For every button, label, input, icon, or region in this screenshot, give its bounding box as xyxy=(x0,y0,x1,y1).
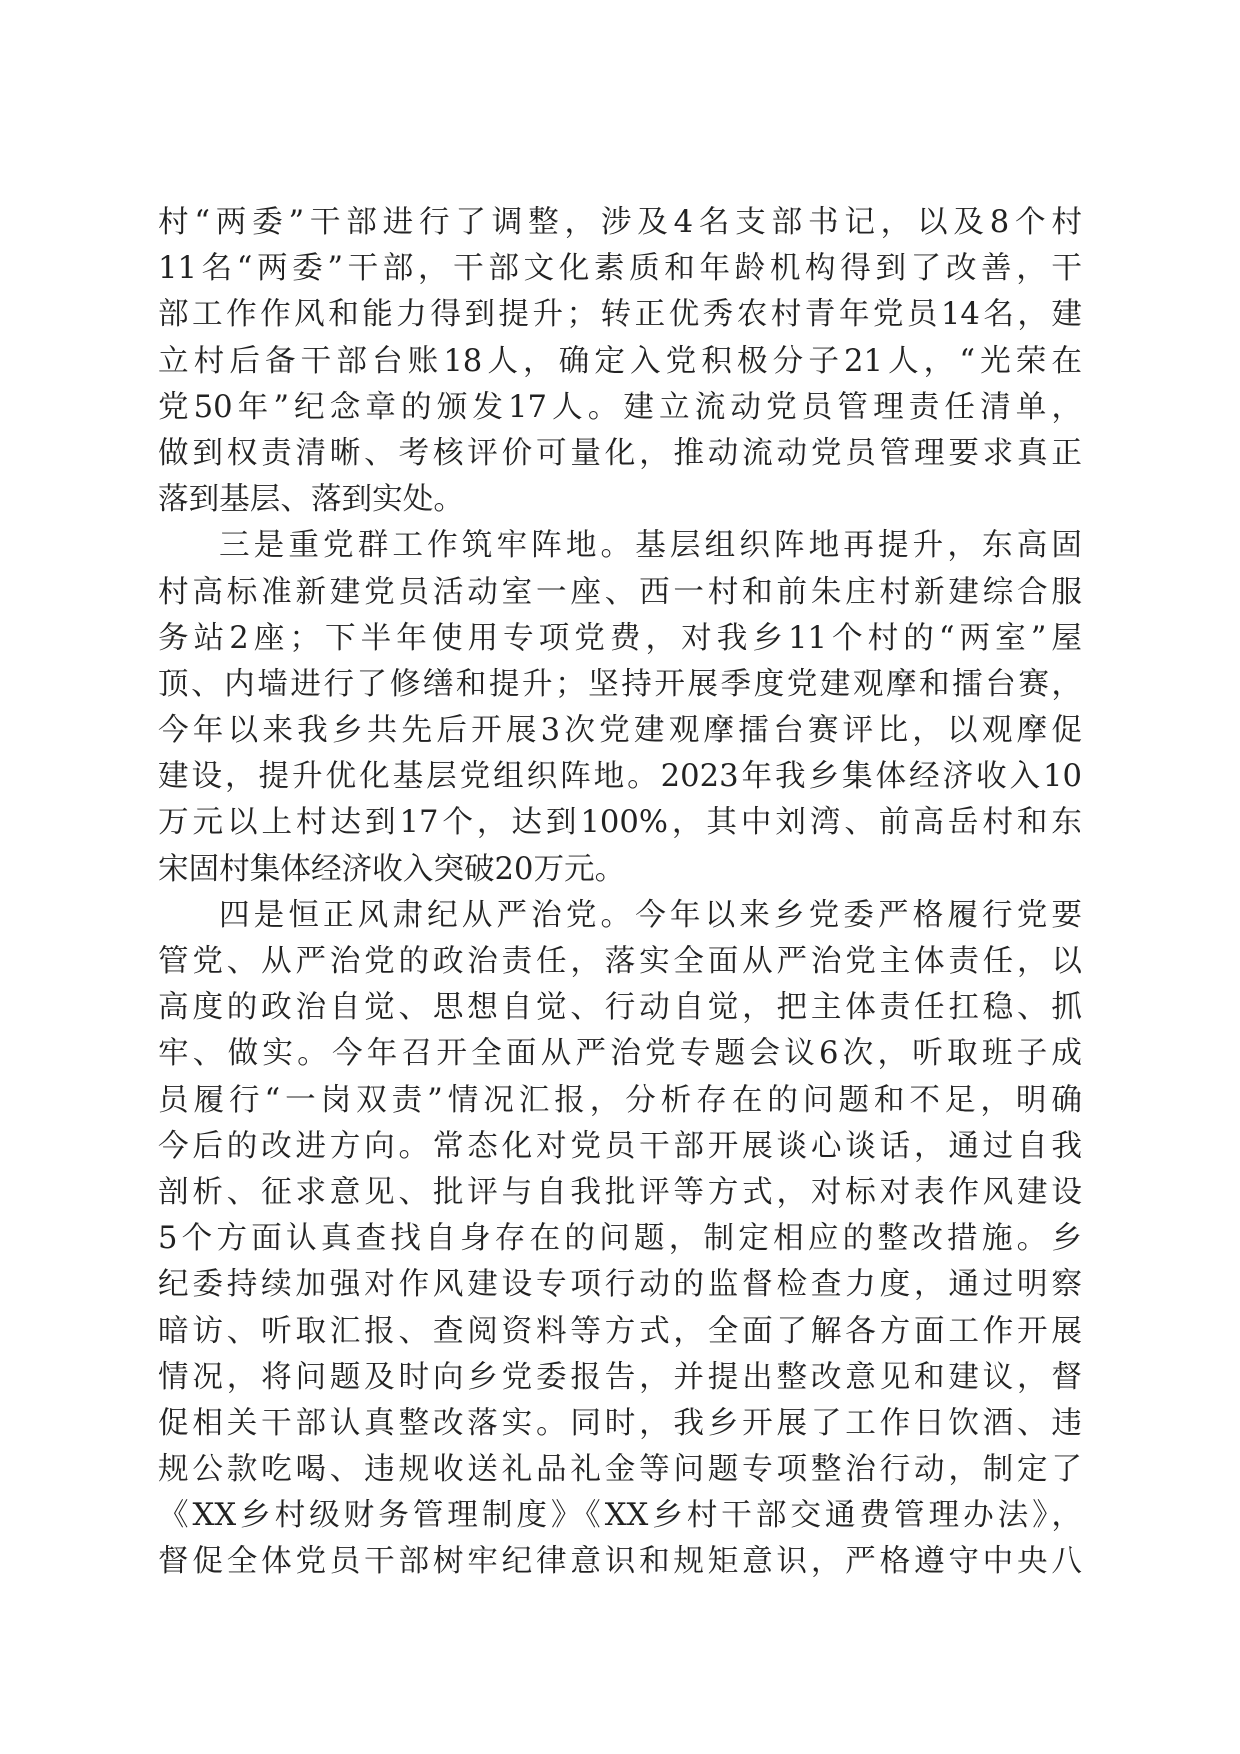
text-line: 村高标准新建党员活动室一座、西一村和前朱庄村新建综合服 xyxy=(158,574,1082,610)
text-line: 员履行“一岗双责”情况汇报，分析存在的问题和不足，明确 xyxy=(158,1082,1082,1118)
text-line: 牢、做实。今年召开全面从严治党专题会议6次，听取班子成 xyxy=(158,1036,1082,1072)
text-line: 规公款吃喝、违规收送礼品礼金等问题专项整治行动，制定了 xyxy=(158,1452,1082,1488)
text-line: 立村后备干部台账18人，确定入党积极分子21人，“光荣在 xyxy=(158,343,1082,379)
paragraph-2 xyxy=(158,523,1082,893)
text-line: 建设，提升优化基层党组织阵地。2023年我乡集体经济收入10 xyxy=(158,759,1082,795)
text-line: 今年以来我乡共先后开展3次党建观摩擂台赛评比，以观摩促 xyxy=(158,713,1082,749)
text-line: 宋固村集体经济收入突破20万元。 xyxy=(158,851,626,887)
text-line: 情况，将问题及时向乡党委报告，并提出整改意见和建议，督 xyxy=(158,1359,1082,1395)
text-line: 11名“两委”干部，干部文化素质和年龄机构得到了改善，干 xyxy=(158,251,1082,287)
paragraph-3 xyxy=(158,893,1082,1586)
text-line: 《XX乡村级财务管理制度》《XX乡村干部交通费管理办法》， xyxy=(158,1498,1082,1534)
text-line: 顶、内墙进行了修缮和提升；坚持开展季度党建观摩和擂台赛， xyxy=(158,666,1082,702)
text-line: 督促全体党员干部树牢纪律意识和规矩意识，严格遵守中央八 xyxy=(158,1544,1082,1580)
text-line: 万元以上村达到17个，达到100%，其中刘湾、前高岳村和东 xyxy=(158,805,1082,841)
text-line: 党50年”纪念章的颁发17人。建立流动党员管理责任清单， xyxy=(158,389,1082,425)
text-line: 部工作作风和能力得到提升；转正优秀农村青年党员14名，建 xyxy=(158,297,1082,333)
text-line: 三是重党群工作筑牢阵地。基层组织阵地再提升，东高固 xyxy=(219,528,1082,564)
body-text xyxy=(158,200,1082,1586)
text-line: 暗访、听取汇报、查阅资料等方式，全面了解各方面工作开展 xyxy=(158,1313,1082,1349)
text-line: 剖析、征求意见、批评与自我批评等方式，对标对表作风建设 xyxy=(158,1174,1082,1210)
text-line: 促相关干部认真整改落实。同时，我乡开展了工作日饮酒、违 xyxy=(158,1405,1082,1441)
paragraph-1 xyxy=(158,200,1082,523)
text-line: 四是恒正风肃纪从严治党。今年以来乡党委严格履行党要 xyxy=(219,897,1082,933)
text-line: 落到基层、落到实处。 xyxy=(158,482,464,518)
text-line: 做到权责清晰、考核评价可量化，推动流动党员管理要求真正 xyxy=(158,435,1082,471)
text-line: 5个方面认真查找自身存在的问题，制定相应的整改措施。乡 xyxy=(158,1221,1082,1257)
text-line: 纪委持续加强对作风建设专项行动的监督检查力度，通过明察 xyxy=(158,1267,1082,1303)
text-line: 村“两委”干部进行了调整，涉及4名支部书记，以及8个村 xyxy=(158,205,1082,240)
text-line: 高度的政治自觉、思想自觉、行动自觉，把主体责任扛稳、抓 xyxy=(158,990,1082,1026)
text-line: 管党、从严治党的政治责任，落实全面从严治党主体责任，以 xyxy=(158,944,1082,979)
text-line: 今后的改进方向。常态化对党员干部开展谈心谈话，通过自我 xyxy=(158,1128,1082,1164)
text-line: 务站2座；下半年使用专项党费，对我乡11个村的“两室”屋 xyxy=(158,620,1082,656)
